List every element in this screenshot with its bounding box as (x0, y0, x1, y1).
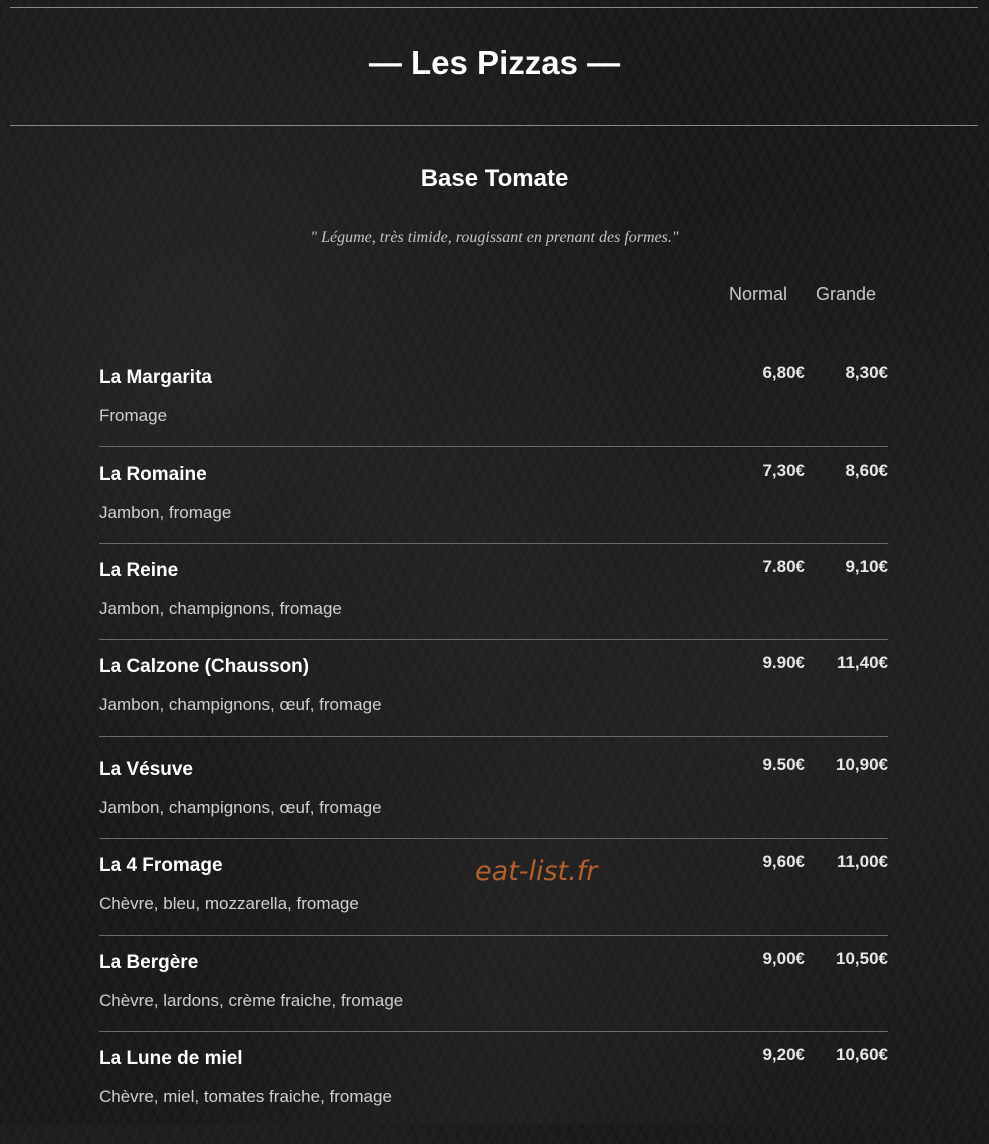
price-grande: 9,10€ (845, 557, 888, 576)
section-title: Base Tomate (420, 165, 569, 192)
column-header-normal: Normal (729, 284, 788, 304)
price-normal: 9,60€ (762, 852, 805, 871)
item-name: La Romaine (99, 464, 207, 485)
item-description: Jambon, champignons, œuf, fromage (99, 695, 382, 714)
section-quote: " Légume, très timide, rougissant en prenant des formes." (310, 229, 679, 246)
item-name: La Margarita (99, 367, 212, 388)
price-grande: 10,90€ (836, 755, 888, 774)
menu-item (99, 1045, 888, 1144)
item-description: Jambon, fromage (99, 503, 232, 522)
item-divider (99, 1031, 888, 1032)
item-name: La Calzone (Chausson) (99, 656, 310, 677)
column-header-grande: Grande (816, 284, 877, 304)
price-grande: 11,40€ (836, 653, 888, 672)
menu-item (99, 557, 888, 656)
price-normal: 7.80€ (762, 557, 805, 576)
header-divider (10, 125, 978, 126)
watermark: eat-list.fr (475, 856, 598, 887)
menu-item (99, 461, 888, 560)
item-description: Chèvre, miel, tomates fraiche, fromage (99, 1087, 392, 1106)
item-divider (99, 639, 888, 640)
price-grande: 10,50€ (836, 949, 888, 968)
top-divider (10, 7, 978, 8)
item-divider (99, 736, 888, 737)
price-normal: 9.50€ (762, 755, 805, 774)
price-grande: 11,00€ (836, 852, 888, 871)
item-description: Jambon, champignons, œuf, fromage (99, 798, 382, 817)
item-divider (99, 838, 888, 839)
item-divider (99, 446, 888, 447)
menu-item (99, 949, 888, 1048)
item-description: Chèvre, bleu, mozzarella, fromage (99, 894, 359, 913)
item-description: Jambon, champignons, fromage (99, 599, 342, 618)
item-description: Chèvre, lardons, crème fraiche, fromage (99, 991, 404, 1010)
price-normal: 6,80€ (762, 363, 805, 382)
item-divider (99, 543, 888, 544)
item-name: La 4 Fromage (99, 855, 223, 876)
item-description: Fromage (99, 406, 168, 425)
price-normal: 9.90€ (762, 653, 805, 672)
price-normal: 9,20€ (762, 1045, 805, 1064)
menu-item (99, 755, 888, 855)
item-name: La Lune de miel (99, 1048, 243, 1069)
price-grande: 8,30€ (845, 363, 888, 382)
price-grande: 10,60€ (836, 1045, 888, 1064)
menu-item (99, 653, 888, 752)
price-normal: 7,30€ (762, 461, 805, 480)
price-grande: 8,60€ (845, 461, 888, 480)
page-title: — Les Pizzas — (368, 44, 621, 81)
price-normal: 9,00€ (762, 949, 805, 968)
item-name: La Reine (99, 560, 179, 581)
menu-item (99, 363, 888, 463)
item-name: La Vésuve (99, 759, 193, 780)
item-divider (99, 935, 888, 936)
item-name: La Bergère (99, 952, 199, 973)
